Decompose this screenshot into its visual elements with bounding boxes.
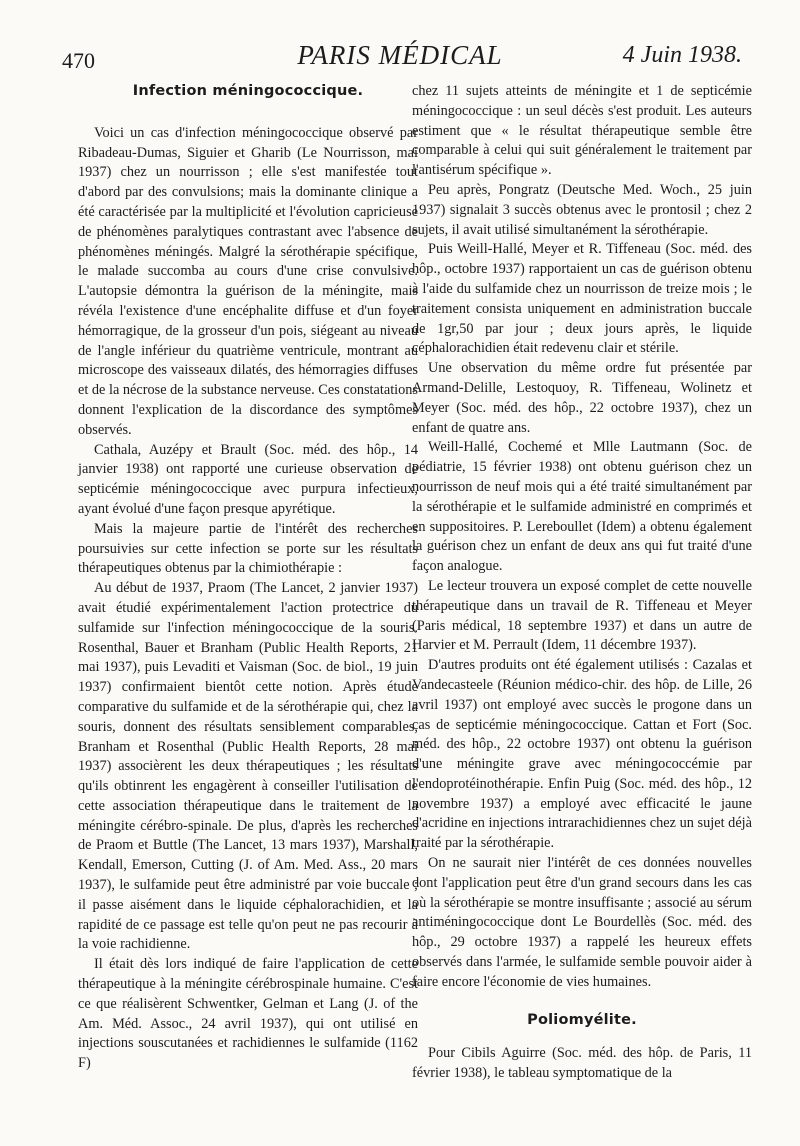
paragraph: Voici un cas d'infection méningococcique observé par Ribadeau-Dumas, Siguier et Gharib (Le Nourrisson, mai 1937) chez un nourrisson ; elle s'est manifestée tout d'abord par des convulsions; mais la dominante clinique a été caractérisée par la multiplicité et l'évolution capricieuse de phénomènes paralytiques contrastant avec l'absence de phénomènes méningés. Malgré la sérothérapie spécifique, le malade succomba au cours d'une crise convulsive. L'autopsie démontra la guérison de la méningite, mais révéla l'existence d'une encéphalite diffuse et d'un foyer hémorragique, de la grosseur d'un pois, siégeant au niveau de l'angle inférieur du quatrième ventricule, montrant au microscope des vaisseaux dilatés, des hémorragies diffuses et de la nécrose de la substance nerveuse. Ces constatations donnent l'explication de la discordance des symptômes observés. xyxy=(78,124,418,438)
paragraph: Cathala, Auzépy et Brault (Soc. méd. des hôp., 14 janvier 1938) ont rapporté une curieuse observation de septicémie méningococcique avec purpura infectieux, ayant évolué d'une façon presque apyrétique. xyxy=(78,441,418,517)
section-heading-meningococcal: Infection méningococcique. xyxy=(132,83,364,99)
paragraph: Puis Weill-Hallé, Meyer et R. Tiffeneau (Soc. méd. des hôp., octobre 1937) rapportaient un cas de guérison obtenu à l'aide du sulfamide chez un nourrisson de treize mois ; le traitement consista uniquement en administration buccale de 1gr,50 par jour ; deux jours après, le liquide céphalorachidien était redevenu clair et stérile. xyxy=(412,241,752,357)
paragraph: Mais la majeure partie de l'intérêt des recherches poursuivies sur cette infection se porte sur les résultats thérapeutiques obtenus par la chimiothérapie : xyxy=(78,520,418,577)
paragraph: chez 11 sujets atteints de méningite et 1 de septicémie méningococcique : un seul décès s'est produit. Les auteurs estiment que « le résultat thérapeutique semble être comparable à celui qui suit généralement le traitement par l'antisérum spécifique ». xyxy=(412,83,752,179)
paragraph: Le lecteur trouvera un exposé complet de cette nouvelle thérapeutique dans un travail de R. Tiffeneau et Meyer (Paris médical, 18 septembre 1937) et dans un autre de Harvier et M. Perrault (Idem, 11 décembre 1937). xyxy=(412,577,752,654)
right-column xyxy=(412,82,752,1084)
page-header xyxy=(0,0,800,80)
paragraph: On ne saurait nier l'intérêt de ces données nouvelles dont l'application peut être d'un grand secours dans les cas où la sérothérapie se montre insuffisante ; associé au sérum antiméningococcique dont Le Bourdellès (Soc. méd. des hôp., 29 octobre 1937) a rappelé les heureux effets observés dans l'armée, le sulfamide semble pouvoir aider à faire encore l'économie de vies humaines. xyxy=(412,855,752,990)
left-column xyxy=(78,82,418,1074)
section-heading-poliomyelitis: Poliomyélite. xyxy=(527,1011,637,1028)
paragraph: Peu après, Pongratz (Deutsche Med. Woch., 25 juin 1937) signalait 3 succès obtenus avec le prontosil ; chez 2 sujets, il avait utilisé simultanément la sérothérapie. xyxy=(412,181,752,238)
journal-title: PARIS MÉDICAL xyxy=(297,40,503,70)
paragraph: Pour Cibils Aguirre (Soc. méd. des hôp. de Paris, 11 février 1938), le tableau symptomatique de la xyxy=(412,1045,752,1082)
paragraph: Une observation du même ordre fut présentée par Armand-Delille, Lestoquoy, R. Tiffeneau, Wolinetz et Meyer (Soc. méd. des hôp., 22 octobre 1937), chez un enfant de quatre ans. xyxy=(412,360,752,436)
paragraph: Au début de 1937, Praom (The Lancet, 2 janvier 1937) avait étudié expérimentalement l'action protectrice du sulfamide sur l'infection méningococcique de la souris. Rosenthal, Bauer et Branham (Public Health Reports, 21 mai 1937), puis Levaditi et Vaisman (Soc. de biol., 19 juin 1937) confirmaient bientôt cette notion. Après étude comparative du sulfamide et de la sérothérapie qui, chez la souris, donnent des résultats sensiblement comparables, Branham et Rosenthal (Public Health Reports, 28 mai 1937) associèrent les deux thérapeutiques ; les résultats qu'ils obtinrent les engagèrent à conseiller l'utilisation de cette association thérapeutique dans le traitement de la méningite cérébro-spinale. De plus, d'après les recherches de Praom et Buttle (The Lancet, 13 mars 1937), Marshall, Kendall, Emerson, Cutting (J. of Am. Med. Ass., 20 mars 1937), le sulfamide peut être administré par voie buccale ; il passe aisément dans le liquide céphalorachidien, et la rapidité de ce passage est telle qu'on peut ne pas recourir à la voie rachidienne. xyxy=(78,580,418,953)
paragraph: Il était dès lors indiqué de faire l'application de cette thérapeutique à la méningite cérébrospinale humaine. C'est ce que réalisèrent Schwentker, Gelman et Lang (J. of the Am. Méd. Assoc., 24 avril 1937), qui ont utilisé en injections souscutanées et rachidiennes le sulfamide (1162 F) xyxy=(78,956,418,1072)
issue-date: 4 Juin 1938. xyxy=(622,42,742,68)
page-number: 470 xyxy=(62,48,95,73)
paragraph: Weill-Hallé, Cochemé et Mlle Lautmann (Soc. de pédiatrie, 15 février 1938) ont obtenu guérison chez un nourrisson de neuf mois qui a été traité simultanément par la sérothérapie et le sulfamide administré en comprimés et en suppositoires. P. Lereboullet (Idem) a obtenu également la guérison chez un enfant de deux ans qui fut traité d'une façon analogue. xyxy=(412,439,752,575)
paragraph: D'autres produits ont été également utilisés : Cazalas et Vandecasteele (Réunion médico-chir. des hôp. de Lille, 26 avril 1937) ont employé avec succès le progone dans un cas de septicémie méningococcique. Cattan et Fort (Soc. méd. des hôp., 22 octobre 1937) ont obtenu la guérison d'une méningite grave avec méningococcémie par l'endoprotéinothérapie. Enfin Puig (Soc. méd. des hôp., 12 novembre 1937) a employé avec efficacité le jaune d'acridine en injections intrarachidiennes chez un sujet déjà traité par la sérothérapie. xyxy=(412,657,752,852)
